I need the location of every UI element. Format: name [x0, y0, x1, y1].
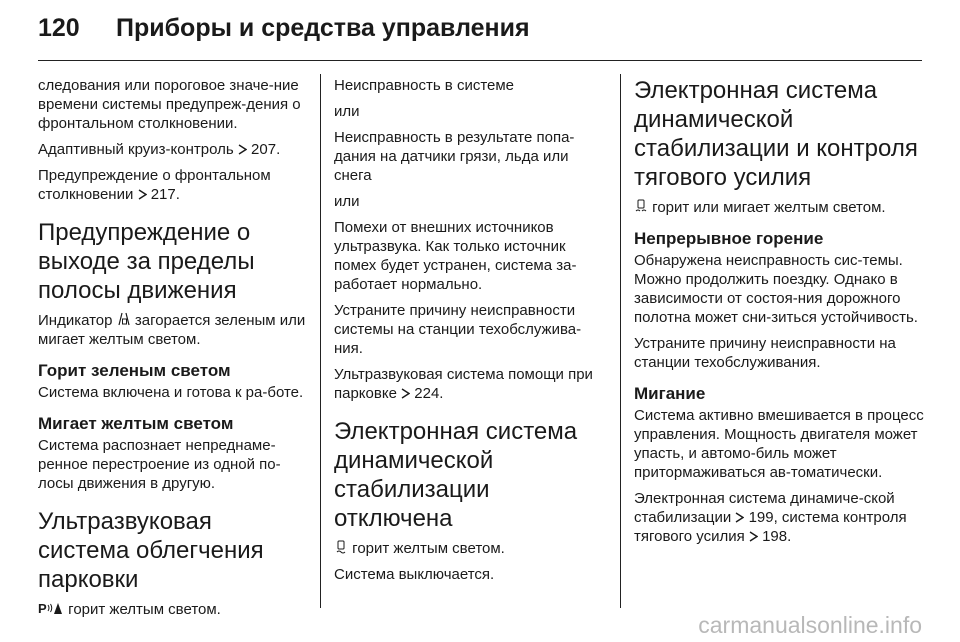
- page-ref[interactable]: 207.: [251, 141, 281, 158]
- subsection-heading: Горит зеленым светом: [38, 361, 231, 380]
- page-number: 120: [38, 14, 80, 42]
- page-header: [38, 14, 530, 50]
- paragraph: Неисправность в результате попа-дания на датчики грязи, льда или снега: [334, 129, 575, 184]
- column-1: [38, 76, 306, 626]
- paragraph: Неисправность в системе: [334, 77, 515, 94]
- page-title: Приборы и средства управления: [116, 14, 530, 42]
- page-ref[interactable]: 198.: [762, 528, 792, 545]
- paragraph: [38, 311, 306, 349]
- paragraph: Устраните причину неисправности системы на станции техобслужива-ния.: [334, 302, 582, 357]
- column-divider: [620, 74, 621, 608]
- esc-icon: [634, 199, 648, 213]
- text: Предупреждение о фронтальном столкновении: [38, 167, 271, 203]
- text: горит желтым светом.: [68, 601, 221, 618]
- text: горит или мигает желтым светом.: [652, 199, 886, 216]
- paragraph: [334, 365, 606, 403]
- page-ref-icon: [138, 189, 147, 200]
- text: Электронная система динамиче-ской стабилизации: [634, 490, 895, 526]
- paragraph: Система выключается.: [334, 566, 495, 583]
- text: горит желтым светом.: [352, 540, 505, 557]
- header-rule: [38, 60, 922, 61]
- paragraph: Система распознает непреднаме-ренное перестроение из одной по-лосы движения в другую.: [38, 437, 281, 492]
- column-3: [634, 76, 924, 553]
- text: Ультразвуковая система помощи при парковке: [334, 366, 593, 402]
- paragraph: Обнаружена неисправность сис-темы. Можно продолжить поездку. Однако в зависимости от состоя-ния дорожного полотна может сни-зиться устойчивость.: [634, 252, 918, 326]
- page-ref-icon: [401, 388, 410, 399]
- page-ref[interactable]: 224.: [414, 385, 444, 402]
- page-ref[interactable]: 199, система контроля тягового усилия: [634, 509, 907, 545]
- column-2: [334, 76, 606, 591]
- watermark: carmanualsonline.info: [698, 612, 922, 638]
- paragraph: Система включена и готова к ра-боте.: [38, 384, 304, 401]
- page-ref-icon: [238, 144, 247, 155]
- svg-text:P: P: [38, 601, 47, 615]
- paragraph: или: [334, 103, 360, 120]
- page-ref[interactable]: 217.: [150, 186, 180, 203]
- section-heading: Электронная система динамической стабилизации и контроля тягового усилия: [634, 77, 918, 191]
- section-heading: Предупреждение о выходе за пределы полосы движения: [38, 219, 255, 304]
- paragraph: Система активно вмешивается в процесс управления. Мощность двигателя может упасть, и автомо-биль может притормаживаться ав-томатически.: [634, 407, 924, 481]
- paragraph: [38, 600, 306, 619]
- column-divider: [320, 74, 321, 608]
- parking-assist-icon: [38, 601, 64, 615]
- lane-departure-icon: [117, 312, 131, 326]
- subsection-heading: Непрерывное горение: [634, 229, 824, 248]
- page-ref-icon: [735, 512, 744, 523]
- paragraph: или: [334, 193, 360, 210]
- paragraph: [634, 198, 924, 217]
- page-ref-icon: [749, 531, 758, 542]
- paragraph: Помехи от внешних источников ультразвука. Как только источник помех будет устранен, система за-работает нормально.: [334, 219, 577, 293]
- esc-off-icon: [334, 540, 348, 554]
- section-heading: Ультразвуковая система облегчения парковки: [38, 508, 264, 593]
- text: Индикатор: [38, 312, 113, 329]
- paragraph: [634, 489, 924, 546]
- section-heading: Электронная система динамической стабилизации отключена: [334, 418, 578, 532]
- paragraph: [38, 166, 306, 204]
- paragraph: Устраните причину неисправности на станции техобслуживания.: [634, 335, 896, 371]
- paragraph: [334, 539, 606, 558]
- text: загорается зеленым или мигает желтым светом.: [38, 312, 306, 348]
- text: Адаптивный круиз-контроль: [38, 141, 234, 158]
- subsection-heading: Мигание: [634, 384, 706, 403]
- paragraph: следования или пороговое значе-ние времени системы предупреж-дения о фронтальном столкновении.: [38, 77, 301, 132]
- subsection-heading: Мигает желтым светом: [38, 414, 234, 433]
- paragraph: [38, 140, 306, 159]
